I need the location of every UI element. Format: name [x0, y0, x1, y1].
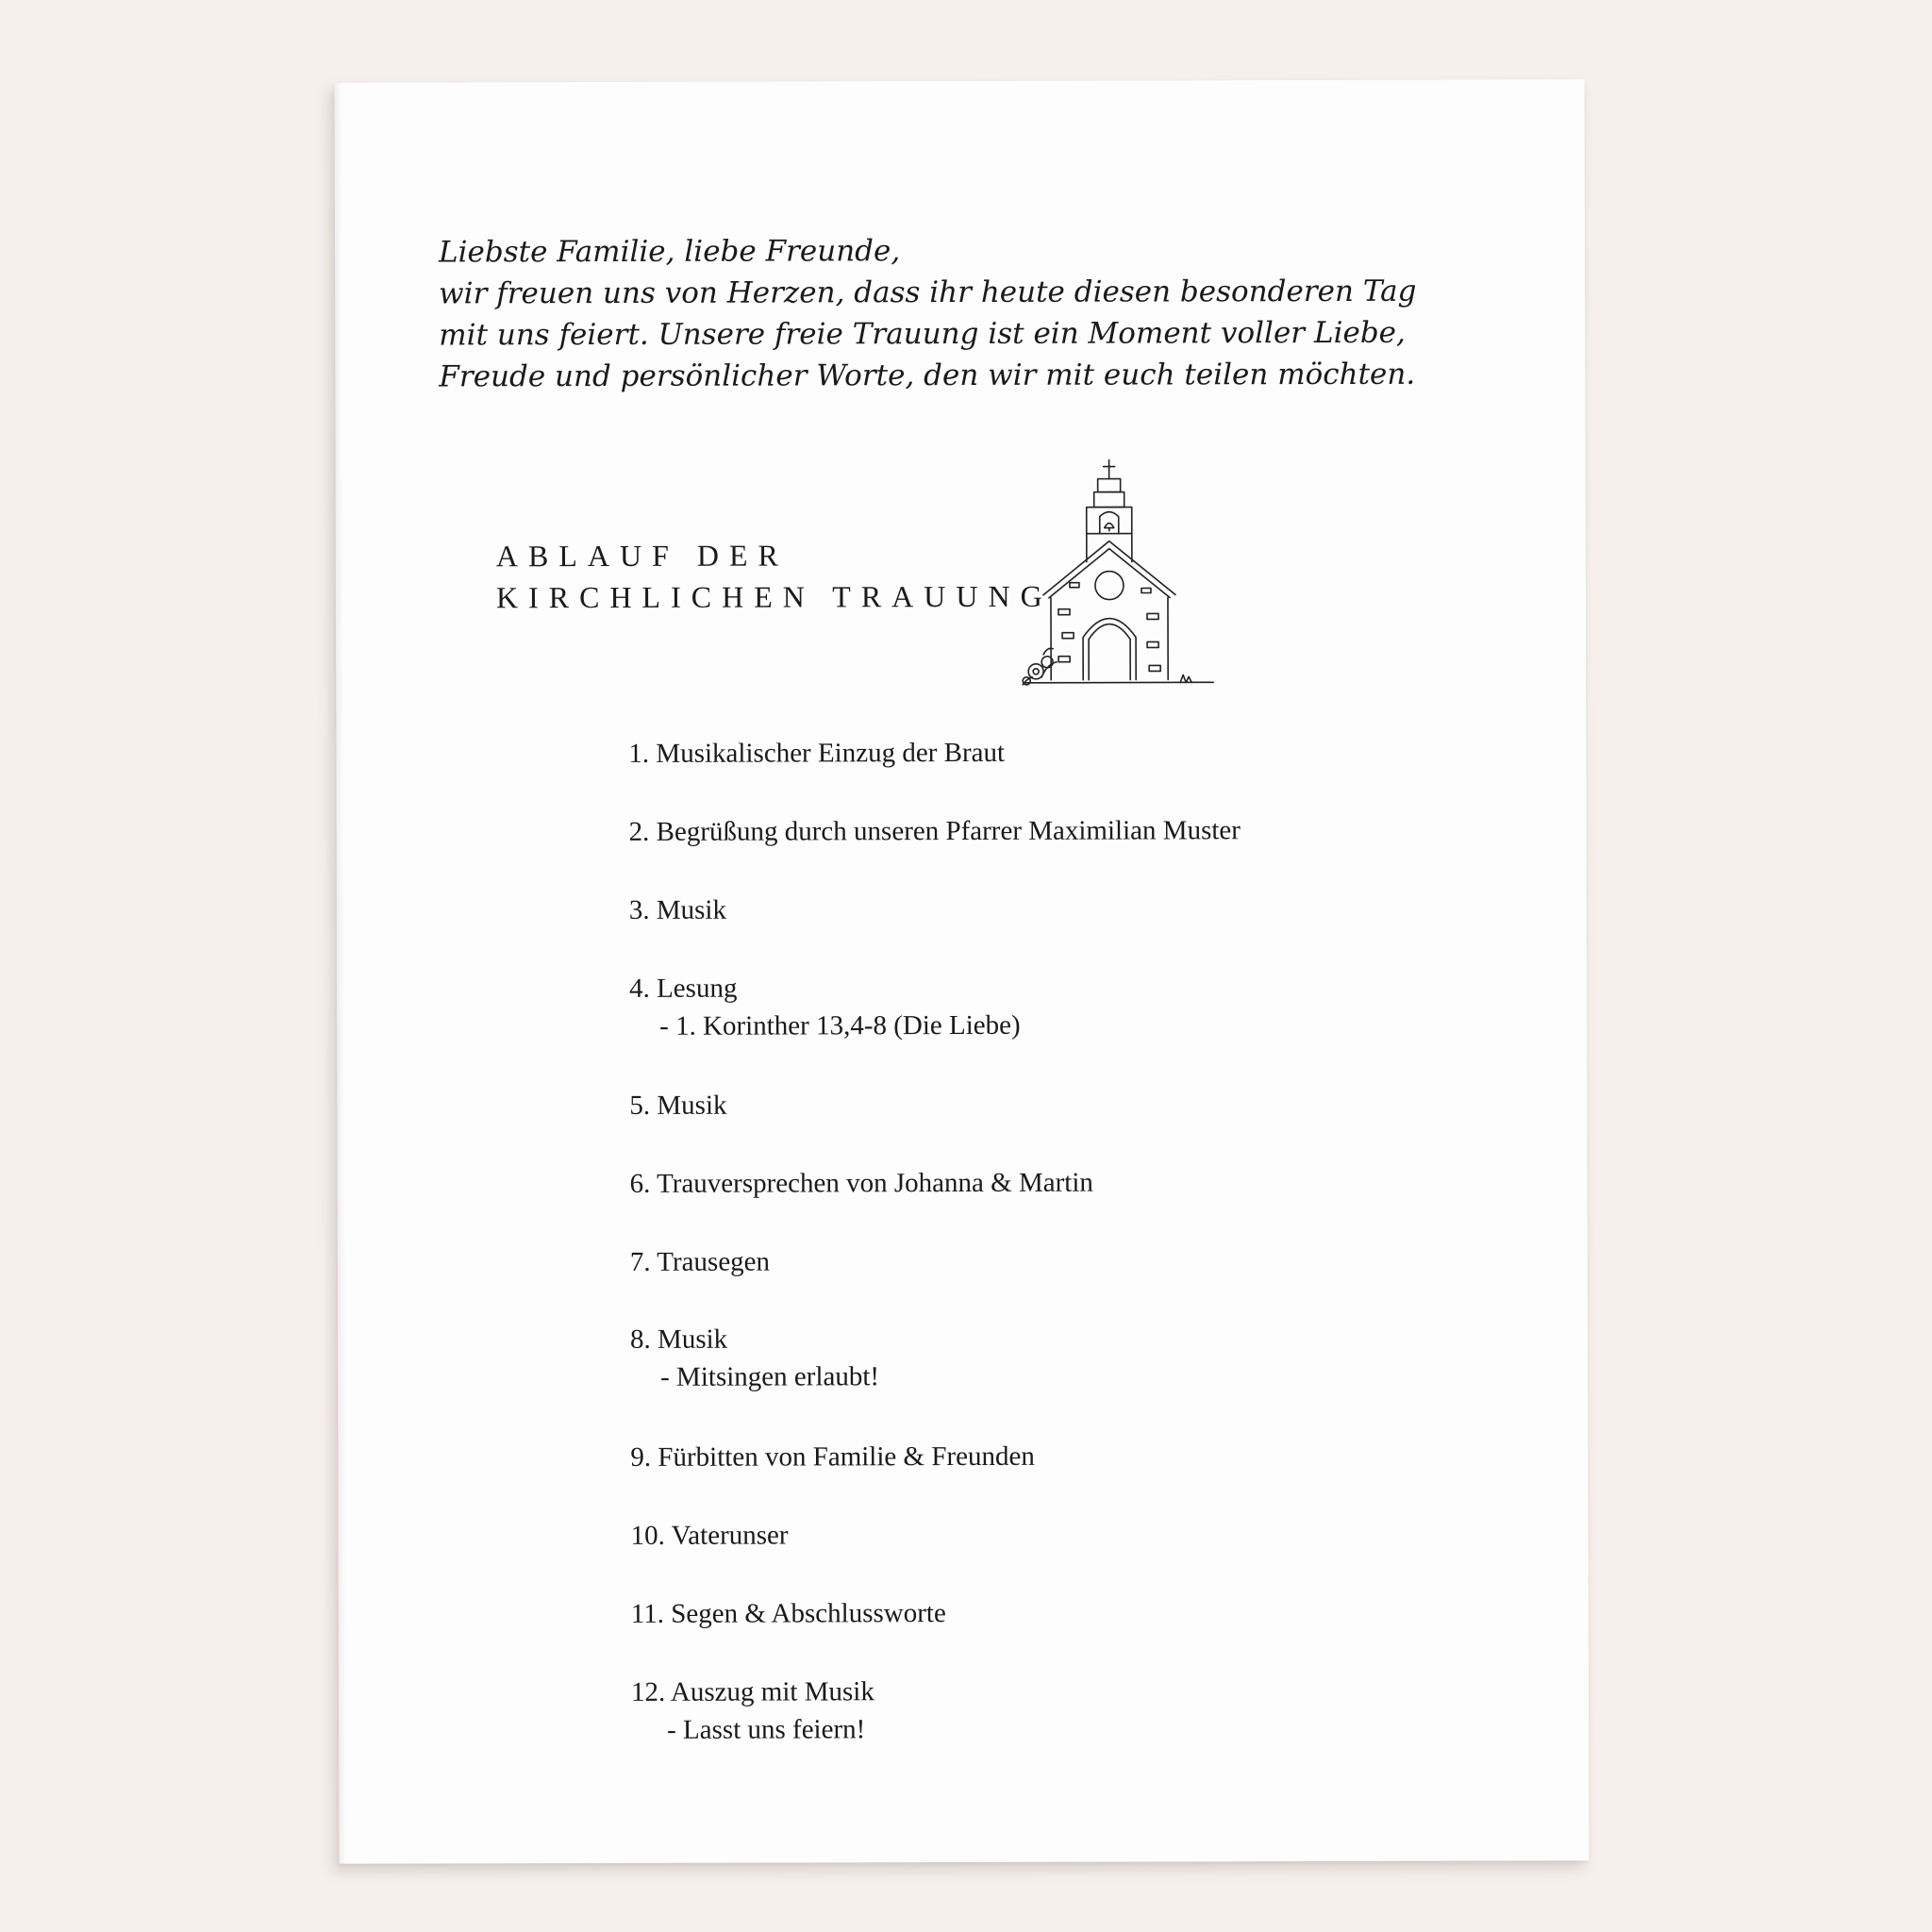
list-item	[629, 969, 1021, 1045]
agenda-item-note: - Mitsingen erlaubt!	[660, 1361, 880, 1392]
agenda-item-label: 4. Lesung	[629, 973, 738, 1004]
list-item	[630, 1164, 1093, 1203]
agenda-item-label: 7. Trausegen	[629, 1246, 771, 1277]
agenda-item-label: 6. Trauversprechen von Johanna & Martin	[629, 1167, 1093, 1199]
list-item	[629, 891, 726, 929]
agenda-item-label: 1. Musikalischer Einzug der Braut	[628, 737, 1006, 769]
section-heading	[496, 534, 1053, 619]
list-item	[630, 1320, 879, 1396]
list-item	[628, 734, 1005, 773]
church-icon	[1015, 458, 1224, 699]
list-item	[630, 1438, 1035, 1476]
list-item	[630, 1243, 770, 1281]
intro-text	[438, 229, 1417, 398]
intro-line: Freude und persönlicher Worte, den wir mit euch teilen möchten.	[439, 357, 1416, 394]
program-card	[335, 79, 1590, 1863]
agenda-item-label: 8. Musik	[629, 1324, 728, 1355]
list-item	[631, 1516, 789, 1554]
list-item	[631, 1673, 874, 1749]
agenda-item-note: - Lasst uns feiern!	[667, 1714, 866, 1745]
heading-line-2: KIRCHLICHEN TRAUUNG	[495, 578, 1053, 615]
list-item	[629, 811, 1241, 851]
agenda-item-label: 11. Segen & Abschlussworte	[630, 1598, 946, 1629]
intro-line: wir freuen uns von Herzen, dass ihr heute diesen besonderen Tag	[439, 274, 1417, 311]
agenda-item-note: - 1. Korinther 13,4-8 (Die Liebe)	[659, 1009, 1021, 1041]
heading-line-1: ABLAUF DER	[495, 538, 789, 574]
agenda-item-label: 10. Vaterunser	[630, 1520, 789, 1551]
agenda-item-label: 2. Begrüßung durch unseren Pfarrer Maximilian Muster	[628, 815, 1241, 847]
agenda-list	[628, 733, 1477, 1745]
agenda-item-label: 5. Musik	[629, 1090, 727, 1121]
list-item	[631, 1594, 946, 1633]
list-item	[629, 1087, 726, 1124]
agenda-item-label: 9. Fürbitten von Familie & Freunden	[630, 1441, 1035, 1473]
agenda-item-label: 3. Musik	[628, 894, 727, 925]
agenda-item-label: 12. Auszug mit Musik	[630, 1676, 874, 1707]
intro-line: mit uns feiert. Unsere freie Trauung ist ein Moment voller Liebe,	[439, 315, 1406, 353]
intro-line: Liebste Familie, liebe Freunde,	[438, 234, 901, 270]
